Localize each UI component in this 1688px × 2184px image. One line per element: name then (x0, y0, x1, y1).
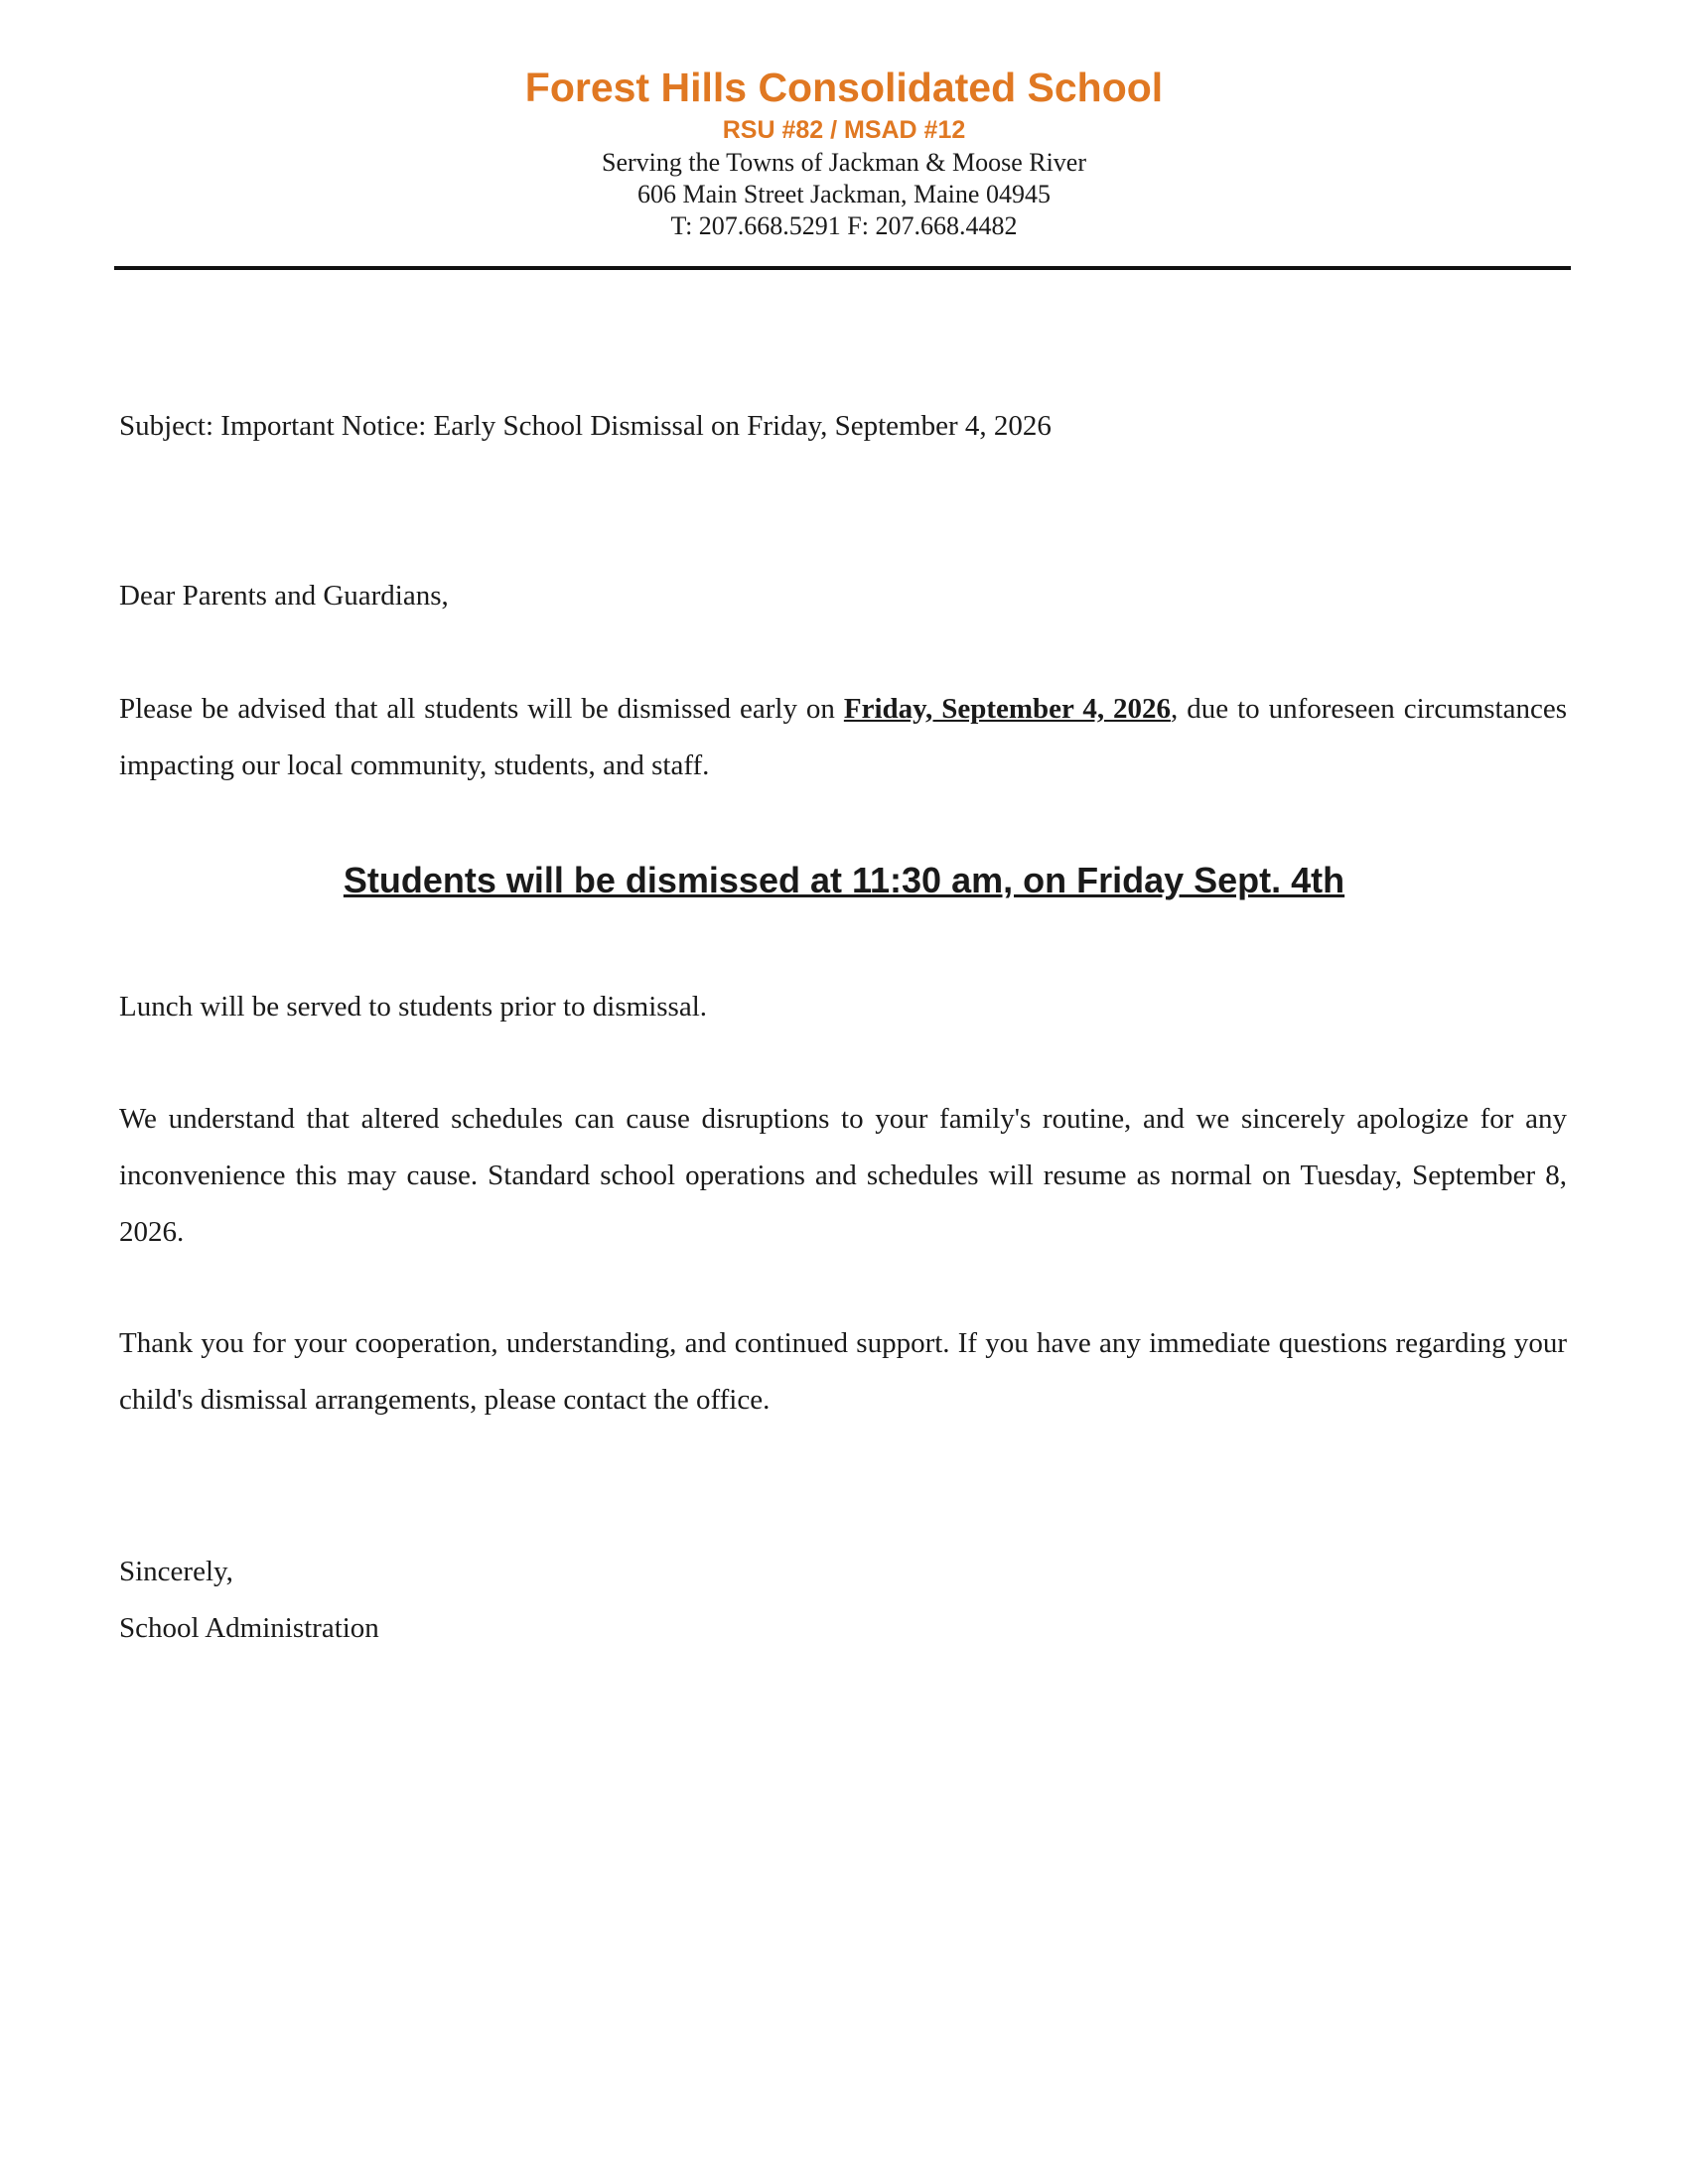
letterhead-divider (114, 266, 1571, 270)
serving-towns-line: Serving the Towns of Jackman & Moose River (601, 148, 1087, 177)
paragraph-thanks: Thank you for your cooperation, understanding, and continued support. If you have any immediate questions regarding your child's dismissal arrangements, please contact the office. (119, 1327, 1567, 1416)
paragraph-text: , due to unforeseen circumstances impacting our local community, students, and staff. (119, 693, 1567, 781)
address-line: 606 Main Street Jackman, Maine 04945 (637, 180, 1051, 208)
paragraph-dismissal-notice (119, 681, 1567, 794)
paragraph-apology: We understand that altered schedules can cause disruptions to your family's routine, and we sincerely apologize for any inconvenience this may cause. Standard school operations and schedules will resume as normal on Tuesday, September 8, 2026. (119, 1103, 1567, 1248)
closing: Sincerely, (119, 1556, 233, 1587)
salutation: Dear Parents and Guardians, (119, 580, 449, 612)
school-name: Forest Hills Consolidated School (524, 65, 1164, 110)
dismissal-date-emphasis: Friday, September 4, 2026 (843, 693, 1172, 725)
signature: School Administration (119, 1612, 379, 1644)
dismissal-time-headline: Students will be dismissed at 11:30 am, on Friday Sept. 4th (343, 860, 1345, 900)
phone-fax-line: T: 207.668.5291 F: 207.668.4482 (670, 211, 1018, 240)
district-line: RSU #82 / MSAD #12 (722, 116, 966, 144)
paragraph-lunch: Lunch will be served to students prior to dismissal. (119, 991, 708, 1023)
letterhead (0, 62, 1688, 242)
paragraph-text: Please be advised that all students will be dismissed early on (119, 693, 844, 725)
subject-line: Subject: Important Notice: Early School Dismissal on Friday, September 4, 2026 (119, 410, 1052, 442)
